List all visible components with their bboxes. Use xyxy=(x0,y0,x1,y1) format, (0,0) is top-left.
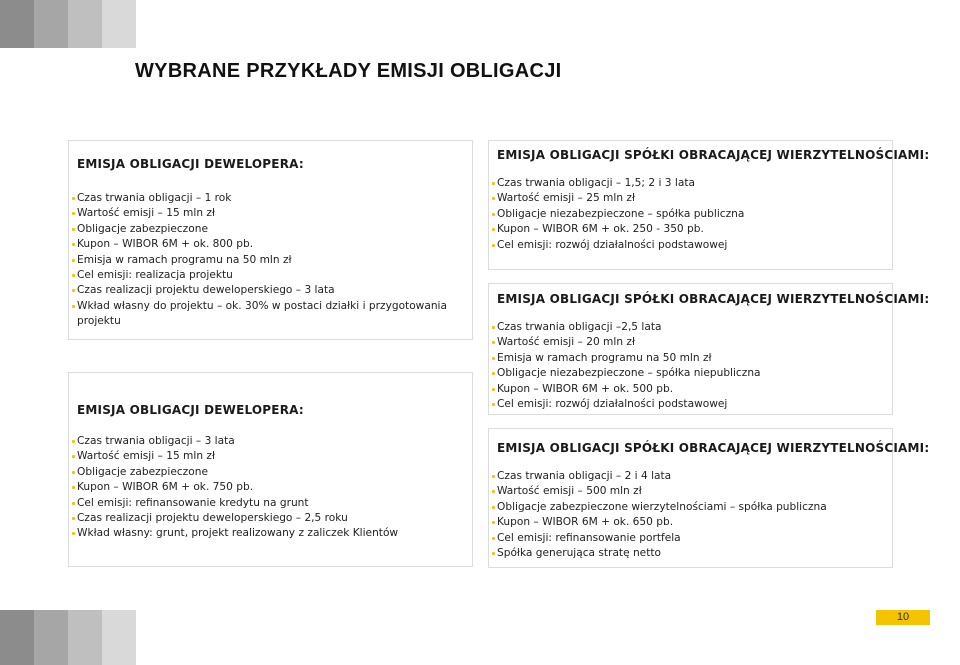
list-item: Wartość emisji – 500 mln zł xyxy=(489,484,892,499)
list-item: Emisja w ramach programu na 50 mln zł xyxy=(69,253,472,268)
bullet-icon xyxy=(72,197,75,200)
list-item: Czas trwania obligacji – 1 rok xyxy=(69,191,472,206)
box-heading: EMISJA OBLIGACJI SPÓŁKI OBRACAJĄCEJ WIERZYTELNOŚCIAMI: xyxy=(497,441,930,455)
list-item: Cel emisji: realizacja projektu xyxy=(69,268,472,283)
bullet-icon xyxy=(492,182,495,185)
bullet-icon xyxy=(72,289,75,292)
bullet-list xyxy=(489,469,892,561)
bullet-list xyxy=(69,434,472,542)
box-heading: EMISJA OBLIGACJI SPÓŁKI OBRACAJĄCEJ WIERZYTELNOŚCIAMI: xyxy=(497,292,930,306)
bullet-icon xyxy=(72,532,75,535)
example-box-receivables-1 xyxy=(488,140,930,270)
list-item: Obligacje niezabezpieczone – spółka niepubliczna xyxy=(489,366,892,381)
list-item: Kupon – WIBOR 6M + ok. 750 pb. xyxy=(69,480,472,495)
list-item: Spółka generująca stratę netto xyxy=(489,546,892,561)
decor-strip xyxy=(0,610,34,665)
bullet-icon xyxy=(492,341,495,344)
bullet-icon xyxy=(72,228,75,231)
list-item: Obligacje zabezpieczone xyxy=(69,222,472,237)
list-item: Wartość emisji – 25 mln zł xyxy=(489,191,892,206)
bullet-icon xyxy=(72,455,75,458)
bullet-icon xyxy=(72,212,75,215)
decor-strip xyxy=(0,0,34,48)
bullet-icon xyxy=(492,552,495,555)
example-box-developer-1 xyxy=(68,140,473,340)
list-item: Czas trwania obligacji – 3 lata xyxy=(69,434,472,449)
page-title: WYBRANE PRZYKŁADY EMISJI OBLIGACJI xyxy=(135,60,562,82)
list-item: Kupon – WIBOR 6M + ok. 250 - 350 pb. xyxy=(489,222,892,237)
list-item: Czas realizacji projektu deweloperskiego – 2,5 roku xyxy=(69,511,472,526)
example-box-developer-2 xyxy=(68,372,473,567)
decor-strip xyxy=(68,610,102,665)
list-item: Obligacje niezabezpieczone – spółka publiczna xyxy=(489,207,892,222)
bullet-icon xyxy=(492,213,495,216)
decor-strip xyxy=(68,0,102,48)
bullet-icon xyxy=(492,244,495,247)
bullet-icon xyxy=(492,475,495,478)
bullet-icon xyxy=(72,243,75,246)
bullet-icon xyxy=(492,537,495,540)
bullet-icon xyxy=(492,357,495,360)
box-heading: EMISJA OBLIGACJI DEWELOPERA: xyxy=(77,157,304,171)
box-heading: EMISJA OBLIGACJI SPÓŁKI OBRACAJĄCEJ WIERZYTELNOŚCIAMI: xyxy=(497,148,930,162)
bullet-icon xyxy=(72,517,75,520)
example-box-receivables-2 xyxy=(488,283,930,415)
bullet-icon xyxy=(72,305,75,308)
list-item: Wkład własny do projektu – ok. 30% w postaci działki i przygotowania projektu xyxy=(69,299,452,330)
bullet-icon xyxy=(72,471,75,474)
example-box-receivables-3 xyxy=(488,428,930,568)
decor-strip xyxy=(102,610,136,665)
bullet-icon xyxy=(492,197,495,200)
list-item: Cel emisji: rozwój działalności podstawowej xyxy=(489,397,892,412)
box-heading: EMISJA OBLIGACJI DEWELOPERA: xyxy=(77,403,304,417)
bullet-icon xyxy=(492,372,495,375)
list-item: Czas trwania obligacji – 1,5; 2 i 3 lata xyxy=(489,176,892,191)
bullet-icon xyxy=(492,521,495,524)
list-item: Kupon – WIBOR 6M + ok. 500 pb. xyxy=(489,382,892,397)
bullet-icon xyxy=(72,259,75,262)
bullet-list xyxy=(69,191,472,330)
list-item: Kupon – WIBOR 6M + ok. 800 pb. xyxy=(69,237,472,252)
bullet-icon xyxy=(72,502,75,505)
list-item: Czas trwania obligacji –2,5 lata xyxy=(489,320,892,335)
list-item: Czas trwania obligacji – 2 i 4 lata xyxy=(489,469,892,484)
decor-strip xyxy=(34,0,68,48)
list-item: Obligacje zabezpieczone wierzytelnościami – spółka publiczna xyxy=(489,500,892,515)
list-item: Wartość emisji – 15 mln zł xyxy=(69,449,472,464)
list-item: Emisja w ramach programu na 50 mln zł xyxy=(489,351,892,366)
bullet-icon xyxy=(492,403,495,406)
list-item: Wkład własny: grunt, projekt realizowany z zaliczek Klientów xyxy=(69,526,472,541)
decor-strip xyxy=(102,0,136,48)
list-item: Kupon – WIBOR 6M + ok. 650 pb. xyxy=(489,515,892,530)
bullet-list xyxy=(489,176,892,253)
bullet-icon xyxy=(492,326,495,329)
list-item: Czas realizacji projektu deweloperskiego – 3 lata xyxy=(69,283,472,298)
decor-strip xyxy=(34,610,68,665)
bullet-icon xyxy=(72,486,75,489)
list-item: Cel emisji: rozwój działalności podstawowej xyxy=(489,238,892,253)
list-item: Wartość emisji – 20 mln zł xyxy=(489,335,892,350)
bullet-icon xyxy=(72,274,75,277)
bullet-list xyxy=(489,320,892,412)
bullet-icon xyxy=(72,440,75,443)
page-number: 10 xyxy=(876,610,930,625)
bullet-icon xyxy=(492,388,495,391)
bullet-icon xyxy=(492,228,495,231)
list-item: Wartość emisji – 15 mln zł xyxy=(69,206,472,221)
bullet-icon xyxy=(492,506,495,509)
list-item: Obligacje zabezpieczone xyxy=(69,465,472,480)
bullet-icon xyxy=(492,490,495,493)
list-item: Cel emisji: refinansowanie kredytu na grunt xyxy=(69,496,472,511)
list-item: Cel emisji: refinansowanie portfela xyxy=(489,531,892,546)
